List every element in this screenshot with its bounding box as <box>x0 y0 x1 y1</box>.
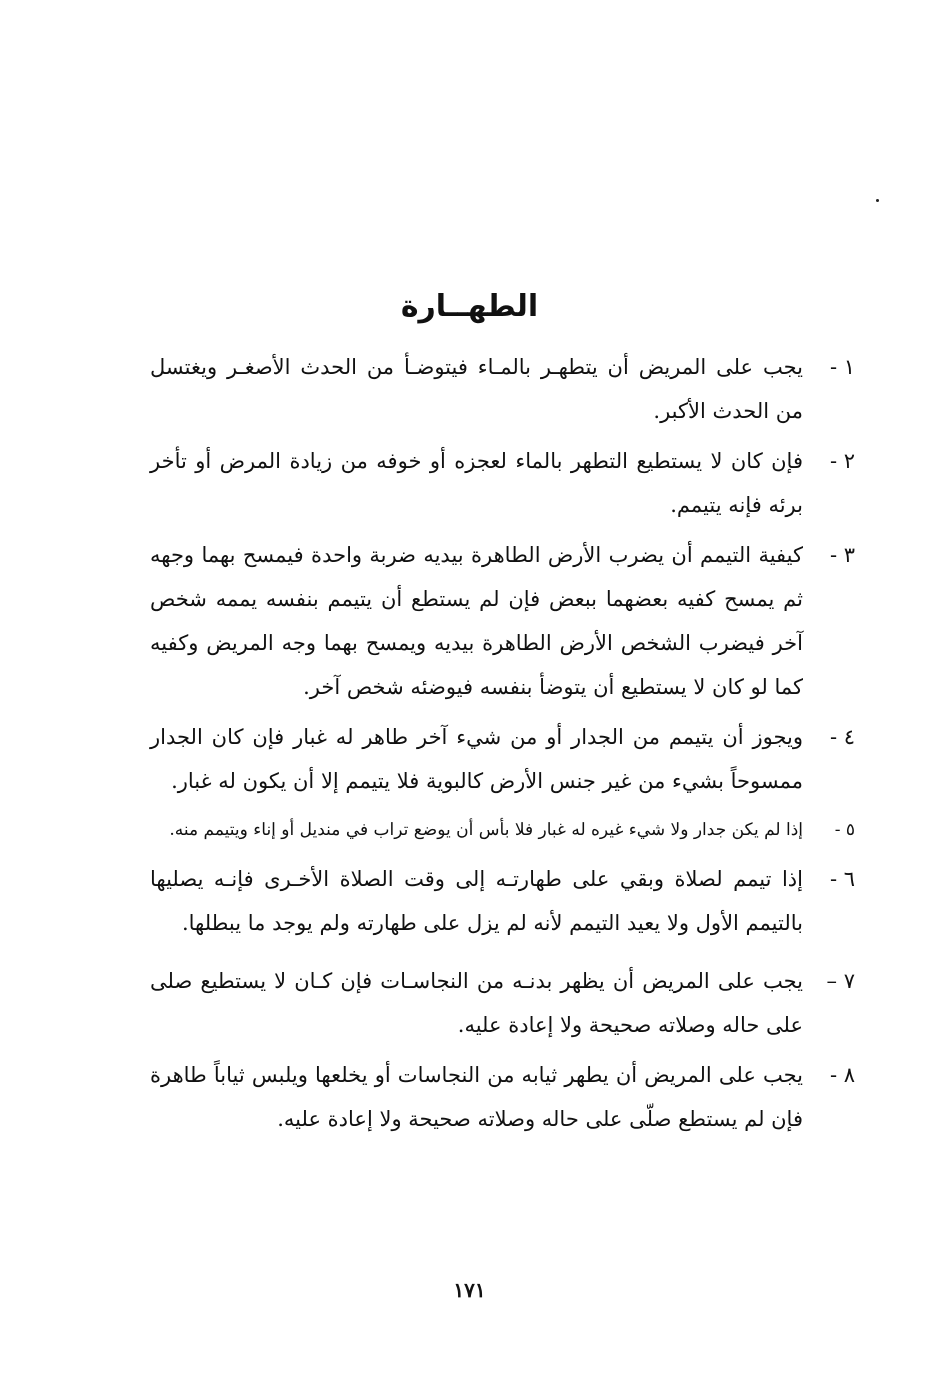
rulings-list <box>150 345 855 1147</box>
item-number: ٦ - <box>829 867 855 891</box>
page-number: ١٧١ <box>453 1278 486 1302</box>
item-number: ١ - <box>829 355 855 379</box>
section-title: الطهــارة <box>400 289 539 324</box>
list-item <box>150 959 855 1047</box>
list-item <box>150 345 855 433</box>
list-item <box>150 1053 855 1141</box>
list-item <box>150 857 855 945</box>
item-number: ٨ - <box>829 1063 855 1087</box>
item-text: يجب على المريض أن يتطهـر بالمـاء فيتوضـأ من الحدث الأصغـر ويغتسل من الحدث الأكبر. <box>150 355 803 423</box>
item-text: فإن كان لا يستطيع التطهر بالماء لعجزه أو خوفه من زيادة المرض أو تأخر برئه فإنه يتيمم. <box>150 449 803 517</box>
item-text: ويجوز أن يتيمم من الجدار أو من شيء آخر طاهر له غبار فإن كان الجدار ممسوحاً بشيء من غير جنس الأرض كالبوية فلا يتيمم إلا أن يكون له غبار. <box>150 725 803 793</box>
print-speck <box>876 199 879 202</box>
item-number: ٤ - <box>829 725 855 749</box>
item-number: ٢ - <box>829 449 855 473</box>
item-number: ٧ – <box>826 969 855 993</box>
item-text: إذا تيمم لصلاة وبقي على طهارتـه إلى وقت الصلاة الأخـرى فإنـه يصليها بالتيمم الأول ولا يعيد التيمم لأنه لم يزل على طهارته ولم يوجد ما يبطلها. <box>150 867 803 935</box>
list-item <box>150 809 855 843</box>
item-text: إذا لم يكن جدار ولا شيء غيره له غبار فلا بأس أن يوضع تراب في منديل أو إناء ويتيمم منه. <box>169 820 803 840</box>
item-number: ٥ - <box>834 820 855 840</box>
list-item <box>150 533 855 709</box>
item-number: ٣ - <box>829 543 855 567</box>
list-item <box>150 715 855 803</box>
item-text: يجب على المريض أن يظهر بدنـه من النجاسـات فإن كـان لا يستطيع صلى على حاله وصلاته صحيحة ولا إعادة عليه. <box>150 969 803 1037</box>
item-text: كيفية التيمم أن يضرب الأرض الطاهرة بيديه ضربة واحدة فيمسح بهما وجهه ثم يمسح كفيه بعضهما ببعض فإن لم يستطع أن يتيمم بنفسه يممه شخص آخر فيضرب الشخص الأرض الطاهرة بيديه ويمسح بهما وجه المريض وكفيه كما لو كان لا يستطيع أن يتوضأ بنفسه فيوضئه شخص آخر. <box>150 543 803 699</box>
item-text: يجب على المريض أن يطهر ثيابه من النجاسات أو يخلعها ويلبس ثياباً طاهرة فإن لم يستطع صلّى على حاله وصلاته صحيحة ولا إعادة عليه. <box>150 1063 803 1131</box>
list-item <box>150 439 855 527</box>
